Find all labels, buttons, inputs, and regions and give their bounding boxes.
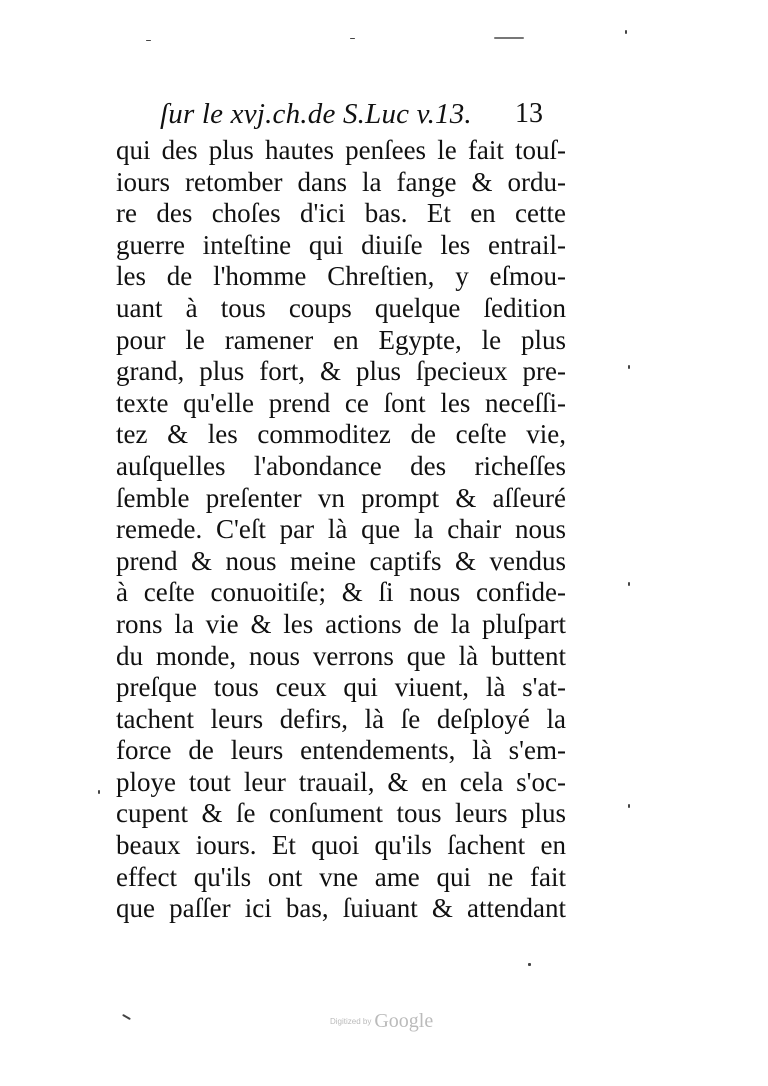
text-line: force de leurs entendements, là s'em- <box>116 735 566 766</box>
text-line: cupent & ſe conſument tous leurs plus <box>116 798 566 829</box>
text-line: à ceſte conuoitiſe; & ſi nous confide- <box>116 577 566 608</box>
text-line: uant à tous coups quelque ſedition <box>116 292 566 323</box>
scan-speck <box>628 804 630 808</box>
running-head: ſur le xvj.ch.de S.Luc v.13. <box>160 98 472 130</box>
text-line: remede. C'eſt par là que la chair nous <box>116 514 566 545</box>
text-line: iours retomber dans la fange & ordu- <box>116 166 566 197</box>
scan-speck <box>628 582 630 586</box>
text-line: texte qu'elle prend ce ſont les neceſſi- <box>116 387 566 418</box>
text-line: rons la vie & les actions de la pluſpart <box>116 608 566 639</box>
scan-speck <box>528 963 531 966</box>
text-line: que paſſer ici bas, ſuiuant & attendant <box>116 893 566 924</box>
scan-speck <box>494 37 524 39</box>
scan-speck <box>625 30 627 34</box>
text-line: du monde, nous verrons que là buttent <box>116 640 566 671</box>
page-header <box>160 98 560 134</box>
digitized-watermark <box>330 1010 470 1040</box>
scan-speck <box>122 1014 131 1020</box>
text-line: prend & nous meine captifs & vendus <box>116 545 566 576</box>
text-line: qui des plus hautes penſees le fait touſ- <box>116 135 566 165</box>
scan-speck <box>146 40 151 41</box>
text-line: auſquelles l'abondance des richeſſes <box>116 450 566 481</box>
scan-speck <box>350 38 355 39</box>
text-line: ſemble preſenter vn prompt & aſſeuré <box>116 482 566 513</box>
text-line: re des choſes d'ici bas. Et en cette <box>116 198 566 229</box>
scan-speck <box>628 365 630 369</box>
text-line: beaux iours. Et quoi qu'ils ſachent en <box>116 830 566 861</box>
page-number: 13 <box>515 98 543 129</box>
text-line: pour le ramener en Egypte, le plus <box>116 324 566 355</box>
text-line: tez & les commoditez de ceſte vie, <box>116 419 566 450</box>
text-line: preſque tous ceux qui viuent, là s'at- <box>116 672 566 703</box>
text-line: tachent leurs defirs, là ſe deſployé la <box>116 703 566 734</box>
google-logo: Google <box>374 1010 434 1032</box>
text-line: effect qu'ils ont vne ame qui ne fait <box>116 861 566 892</box>
text-line: grand, plus fort, & plus ſpecieux pre- <box>116 356 566 387</box>
text-line: les de l'homme Chreſtien, y eſmou- <box>116 261 566 292</box>
body-text <box>116 135 566 925</box>
text-line: guerre inteſtine qui diuiſe les entrail- <box>116 229 566 260</box>
digitized-by-label: Digitized by <box>330 1017 372 1026</box>
text-line: ploye tout leur trauail, & en cela s'oc- <box>116 766 566 797</box>
scan-speck <box>98 790 100 794</box>
